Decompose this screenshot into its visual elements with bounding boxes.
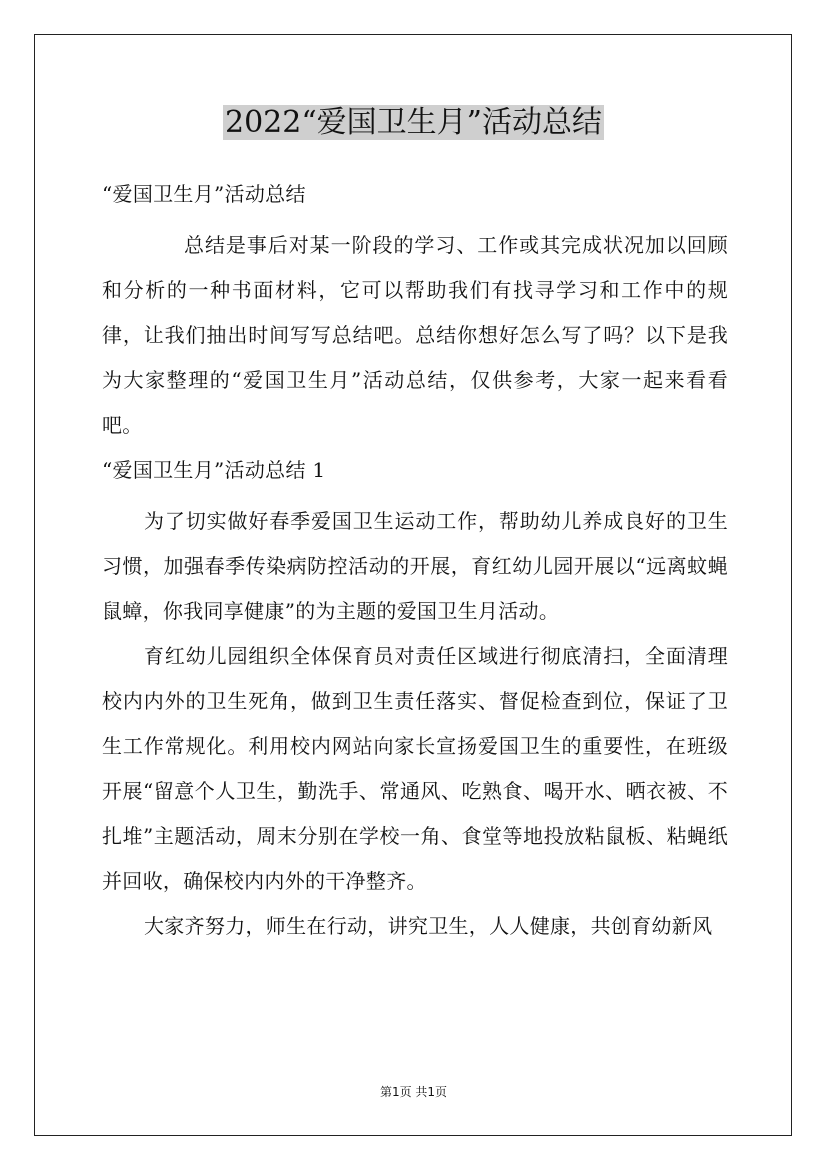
body-paragraph: 为了切实做好春季爱国卫生运动工作，帮助幼儿养成良好的卫生习惯，加强春季传染病防控活动的开展，育红幼儿园开展以“远离蚊蝇鼠蟑，你我同享健康”的为主题的爱国卫生月活动。 — [102, 509, 728, 623]
intro-paragraph: 总结是事后对某一阶段的学习、工作或其完成状况加以回顾和分析的一种书面材料，它可以帮助我们有找寻学习和工作中的规律，让我们抽出时间写写总结吧。总结你想好怎么写了吗？以下是我为大家整理的“爱国卫生月”活动总结，仅供参考，大家一起来看看吧。 — [102, 233, 728, 437]
section-heading: “爱国卫生月”活动总结 1 — [102, 458, 326, 482]
page-footer — [0, 1084, 827, 1100]
document-title-text: 2022“爱国卫生月”活动总结 — [224, 105, 603, 140]
body-paragraph: 育红幼儿园组织全体保育员对责任区域进行彻底清扫，全面清理校内内外的卫生死角，做到卫生责任落实、督促检查到位，保证了卫生工作常规化。利用校内网站向家长宣扬爱国卫生的重要性，在班级开展“留意个人卫生，勤洗手、常通风、吃熟食、喝开水、晒衣被、不扎堆”主题活动，周末分别在学校一角、食堂等地投放粘鼠板、粘蝇纸并回收，确保校内内外的干净整齐。 — [102, 644, 728, 893]
body-paragraph: 大家齐努力，师生在行动，讲究卫生，人人健康，共创育幼新风 — [144, 914, 713, 938]
page-number: 第1页 共1页 — [379, 1085, 448, 1099]
document-title — [0, 100, 827, 146]
document-body — [102, 172, 728, 949]
document-subtitle: “爱国卫生月”活动总结 — [102, 182, 306, 206]
